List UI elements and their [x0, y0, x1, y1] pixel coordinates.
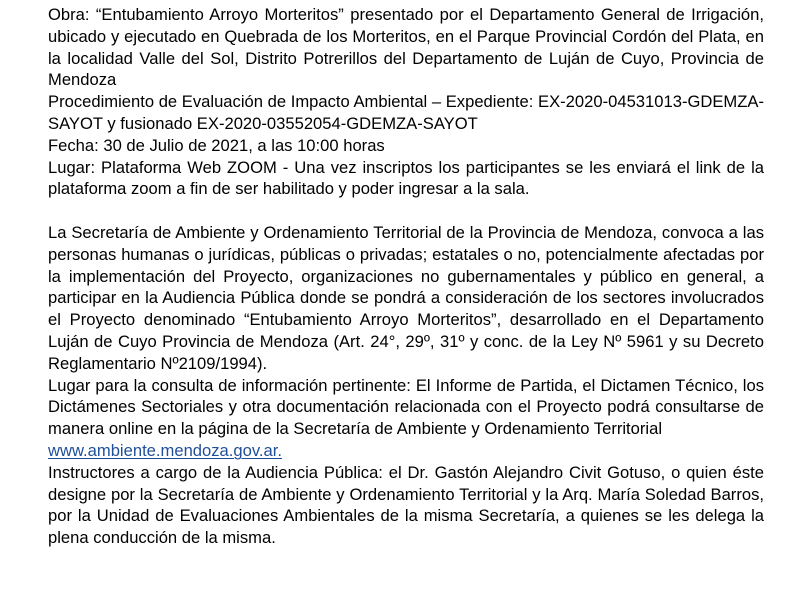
document-page	[48, 4, 764, 549]
obra-paragraph: Obra: “Entubamiento Arroyo Morteritos” presentado por el Departamento General de Irrigación, ubicado y ejecutado en Quebrada de los Morteritos, en el Parque Provincial Cordón del Plata, en la localidad Valle del Sol, Distrito Potrerillos del Departamento de Luján de Cuyo, Provincia de Mendoza	[48, 5, 764, 90]
instructores-paragraph: Instructores a cargo de la Audiencia Pública: el Dr. Gastón Alejandro Civit Gotuso, o quien éste designe por la Secretaría de Ambiente y Ordenamiento Territorial y la Arq. María Soledad Barros, por la Unidad de Evaluaciones Ambientales de la misma Secretaría, a quienes se les delega la plena conducción de la misma.	[48, 462, 764, 548]
fecha-paragraph: Fecha: 30 de Julio de 2021, a las 10:00 horas	[48, 135, 385, 155]
convocatoria-paragraph: La Secretaría de Ambiente y Ordenamiento Territorial de la Provincia de Mendoza, convoca a las personas humanas o jurídicas, públicas o privadas; estatales o no, potencialmente afectadas por la implementación del Proyecto, organizaciones no gubernamentales y público en general, a participar en la Audiencia Pública donde se pondrá a consideración de los sectores involucrados el Proyecto denominado “Entubamiento Arroyo Morteritos”, desarrollado en el Departamento Luján de Cuyo Provincia de Mendoza (Art. 24°, 29º, 31º y conc. de la Ley Nº 5961 y su Decreto Reglamentario Nº2109/1994).	[48, 222, 764, 373]
website-link[interactable]: www.ambiente.mendoza.gov.ar.	[48, 440, 282, 460]
consulta-paragraph: Lugar para la consulta de información pertinente: El Informe de Partida, el Dictamen Técnico, los Dictámenes Sectoriales y otra documentación relacionada con el Proyecto podrá consultarse de manera online en la página de la Secretaría de Ambiente y Ordenamiento Territorial	[48, 375, 764, 439]
paragraph-spacer	[48, 200, 764, 222]
website-paragraph	[48, 440, 764, 462]
procedimiento-paragraph: Procedimiento de Evaluación de Impacto Ambiental – Expediente: EX-2020-04531013-GDEMZA-SAYOT y fusionado EX-2020-03552054-GDEMZA-SAYOT	[48, 92, 764, 133]
lugar-paragraph: Lugar: Plataforma Web ZOOM - Una vez inscriptos los participantes se les enviará el link de la plataforma zoom a fin de ser habilitado y poder ingresar a la sala.	[48, 157, 764, 199]
